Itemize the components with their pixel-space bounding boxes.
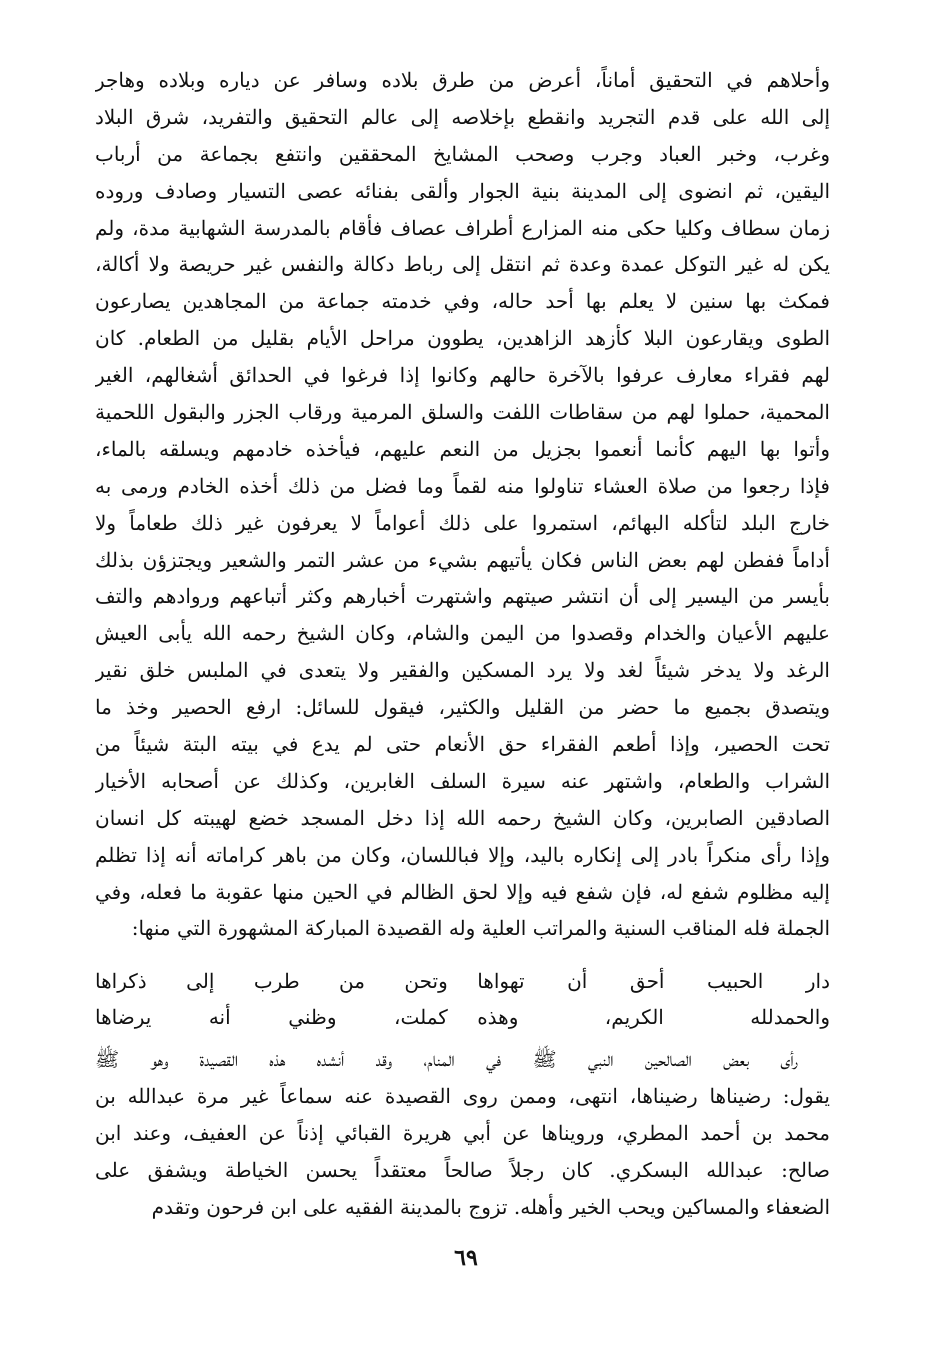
text-line: فإذا رجعوا من صلاة العشاء تناولوا منه لقماً وما فضل من ذلك أخذه الخادم ورمى به bbox=[95, 473, 830, 498]
text-line: لهم فقراء معارف عرفوا بالآخرة حالهم وكانوا إذا فرغوا في الحدائق أشغالهم، الغير bbox=[95, 363, 830, 388]
text-line: تحت الحصير، وإذا أطعم الفقراء حق الأنعام حتى لم يدع في بيته البتة شيئاً من bbox=[95, 732, 830, 757]
text-line: وإذا رأى منكراً بادر إلى إنكاره باليد، وإلا فباللسان، وكان من باهر كراماته أنه إذا تظلم bbox=[95, 842, 830, 867]
text-line: فمكث بها سنين لا يعلم بها أحد حاله، وفي خدمته جماعة من المجاهدين يصارعون bbox=[95, 289, 830, 314]
text-line: محمد بن أحمد المطري، ورويناها عن أبي هريرة القبائي إذناً عن العفيف، وعند ابن bbox=[95, 1120, 830, 1145]
text-line: وغرب، وخبر العباد وجرب وصحب المشايخ المحققين وانتفع بجماعة من أرباب bbox=[95, 141, 830, 166]
text-line: الجملة فله المناقب السنية والمراتب العلية وله القصيدة المباركة المشهورة التي منها: bbox=[131, 916, 830, 941]
text-line: بأيسر من اليسير إلى أن انتشر صيتهم واشتهرت أخبارهم وكثر أتباعهم وروادهم والتف bbox=[95, 584, 830, 609]
text-line: زمان سطاف وكليا حكى منه المزارع أطراف عصاف فأقام بالمدرسة الشهابية مدة، ولم bbox=[95, 215, 830, 240]
poem-first-hemistich: دار الحبيب أحق أن تهواها bbox=[477, 969, 830, 993]
text-line: اليقين، ثم انضوى إلى المدينة بنية الجوار وألقى بفنائه عصى التسيار وصادف وروده bbox=[95, 178, 830, 203]
text-line: المحمية، حملوا لهم من سقاطات اللفت والسلق المرمية ورقاب الجزر والبقول اللحمية bbox=[95, 400, 830, 425]
text-line: الصادقين الصابرين، وكان الشيخ رحمه الله إذا دخل المسجد خضع لهيبته كل انسان bbox=[95, 805, 830, 830]
text-line: الرغد ولا يدخر شيئاً لغد ولا يرد المسكين والفقير ولا يتعدى في الملبس خلق نقير bbox=[95, 658, 830, 683]
text-line: عليهم الأعيان والخدام وقصدوا من اليمن والشام، وكان الشيخ رحمه الله يأبى العيش bbox=[95, 621, 830, 646]
text-line: الضعفاء والمساكين ويحب الخير وأهله. تزوج بالمدينة الفقيه على ابن فرحون وتقدم bbox=[151, 1194, 830, 1219]
text-line: إلى الله على قدم التجريد وانقطع بإخلاصه إلى عالم التحقيق والتفريد، شرق البلاد bbox=[95, 104, 830, 129]
main-paragraph bbox=[95, 62, 830, 947]
text-line: الطوى ويقارعون البلا كأزهد الزاهدين، يطوون مراحل الأيام بقليل من الطعام. كان bbox=[95, 326, 830, 351]
page-number: ٦٩ bbox=[454, 1245, 478, 1271]
text-line: رأى بعض الصالحين النبي ﷺ في المنام، وقد أنشده هذه القصيدة وهو ﷺ bbox=[95, 1047, 798, 1071]
text-line: أداماً ففطن لهم بعض الناس فكان يأتيهم بشيء من عشر التمر والشعير ويجتزؤن بذلك bbox=[95, 547, 830, 572]
poem-first-hemistich: والحمدلله الكريم، وهذه bbox=[477, 1005, 830, 1029]
poem-second-hemistich: كملت، وظني أنه يرضاها bbox=[95, 1005, 448, 1029]
text-line: يكن له غير التوكل عمدة وعدة ثم انتقل إلى رباط دكالة والنفس غير حريصة ولا أكالة، bbox=[95, 252, 830, 277]
poem-verses bbox=[95, 963, 830, 1035]
text-line: خارج البلد لتأكله البهائم، استمروا على ذلك أعواماً لا يعرفون غير ذلك طعاماً ولا bbox=[95, 510, 830, 535]
text-line: يقول: رضيناها رضيناها، انتهى، وممن روى القصيدة عنه سماعاً غير مرة عبدالله بن bbox=[95, 1083, 830, 1108]
text-line: الشراب والطعام، واشتهر عنه سيرة السلف الغابرين، وكذلك عن أصحابه الأخيار bbox=[95, 768, 830, 793]
poem-verse bbox=[95, 999, 830, 1035]
poem-second-hemistich: وتحن من طرب إلى ذكراها bbox=[95, 969, 448, 993]
text-line: وأتوا بها اليهم كأنما أنعموا بجزيل من النعم عليهم، فيأخذه خادمهم ويسلقه بالماء، bbox=[95, 436, 830, 461]
text-line: صالح: عبدالله البسكري. كان رجلاً صالحاً معتقداً يحسن الخياطة ويشفق على bbox=[95, 1157, 830, 1182]
second-paragraph bbox=[95, 1041, 830, 1225]
text-line: وأحلاهم في التحقيق أماناً، أعرض من طرق بلاده وسافر عن دياره وبلاده وهاجر bbox=[95, 68, 830, 92]
poem-verse bbox=[95, 963, 830, 999]
text-line: ويتصدق بجميع ما حضر من القليل والكثير، فيقول للسائل: ارفع الحصير وخذ ما bbox=[95, 695, 830, 720]
text-line: إليه مظلوم شفع له، فإن شفع فيه وإلا لحق الظالم في الحين منها عقوبة ما فعله، وفي bbox=[95, 879, 830, 904]
